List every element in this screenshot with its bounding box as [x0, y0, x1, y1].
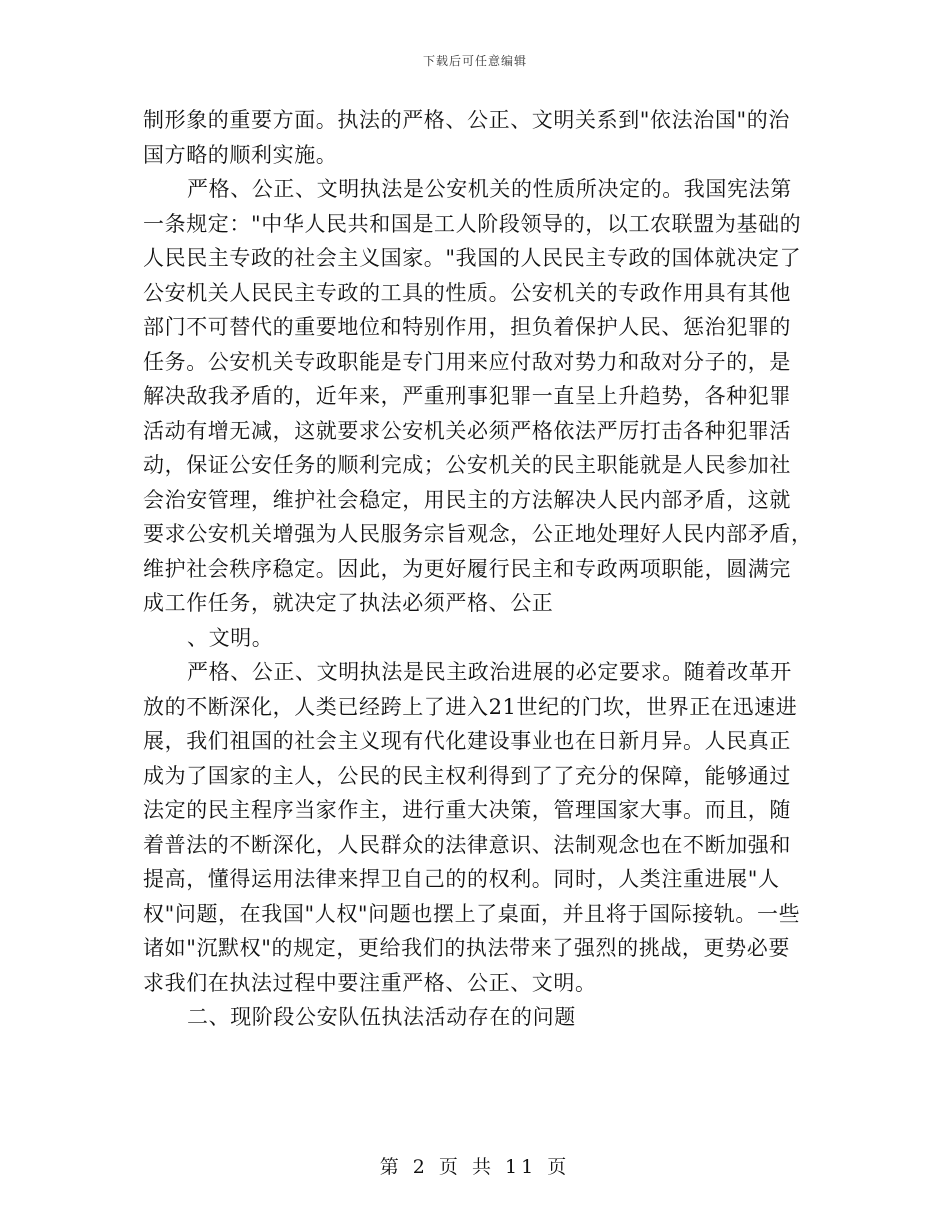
text-line: 诸如"沉默权"的规定，更给我们的执法带来了强烈的挑战，更势必要 [143, 936, 790, 960]
text-line: 严格、公正、文明执法是公安机关的性质所决定的。我国宪法第 [187, 177, 792, 201]
text-line: 制形象的重要方面。执法的严格、公正、文明关系到"依法治国"的治 [143, 108, 790, 132]
text-line: 一条规定："中华人民共和国是工人阶段领导的，以工农联盟为基础的 [143, 211, 802, 236]
text-line: 公安机关人民民主专政的工具的性质。公安机关的专政作用具有其他 [143, 280, 791, 305]
text-line: 法定的民主程序当家作主，进行重大决策，管理国家大事。而且，随 [143, 798, 791, 822]
text-line: 成为了国家的主人，公民的民主权利得到了了充分的保障，能够通过 [143, 763, 791, 788]
text-line: 任务。公安机关专政职能是专门用来应付敌对势力和敌对分子的，是 [143, 349, 791, 374]
text-line: 会治安管理，维护社会稳定，用民主的方法解决人民内部矛盾，这就 [143, 487, 791, 512]
text-line: 二、现阶段公安队伍执法活动存在的问题 [187, 1005, 576, 1029]
text-line: 着普法的不断深化，人民群众的法律意识、法制观念也在不断加强和 [143, 832, 791, 857]
text-line: 成工作任务，就决定了执法必须严格、公正 [143, 591, 554, 615]
text-line: 要求公安机关增强为人民服务宗旨观念，公正地处理好人民内部矛盾， [143, 522, 813, 546]
text-line: 严格、公正、文明执法是民主政治进展的必定要求。随着改革开 [187, 660, 792, 684]
text-line: 维护社会秩序稳定。因此，为更好履行民主和专政两项职能，圆满完 [143, 556, 791, 581]
text-line: 部门不可替代的重要地位和特别作用，担负着保护人民、惩治犯罪的 [143, 315, 791, 339]
text-line: 提高，懂得运用法律来捍卫自己的的权利。同时，人类注重进展"人 [143, 867, 780, 891]
text-line: 、文明。 [187, 625, 274, 650]
text-line: 权"问题，在我国"人权"问题也摆上了桌面，并且将于国际接轨。一些 [143, 901, 801, 926]
text-line: 国方略的顺利实施。 [143, 142, 338, 167]
text-line: 人民民主专政的社会主义国家。"我国的人民民主专政的国体就决定了 [143, 246, 802, 270]
text-line: 放的不断深化，人类已经跨上了进入21世纪的门坎，世界正在迅速进 [143, 694, 798, 719]
page-header-note: 下载后可任意编辑 [422, 54, 527, 68]
page-number-footer: 第 2 页 共 11 页 [379, 1156, 571, 1178]
text-line: 求我们在执法过程中要注重严格、公正、文明。 [143, 970, 597, 995]
text-line: 解决敌我矛盾的，近年来，严重刑事犯罪一直呈上升趋势，各种犯罪 [143, 384, 791, 408]
text-line: 动，保证公安任务的顺利完成；公安机关的民主职能就是人民参加社 [143, 453, 791, 477]
document-body [143, 103, 813, 1035]
text-line: 展，我们祖国的社会主义现有代化建设事业也在日新月异。人民真正 [143, 729, 791, 753]
text-line: 活动有增无减，这就要求公安机关必须严格依法严厉打击各种犯罪活 [143, 418, 791, 443]
